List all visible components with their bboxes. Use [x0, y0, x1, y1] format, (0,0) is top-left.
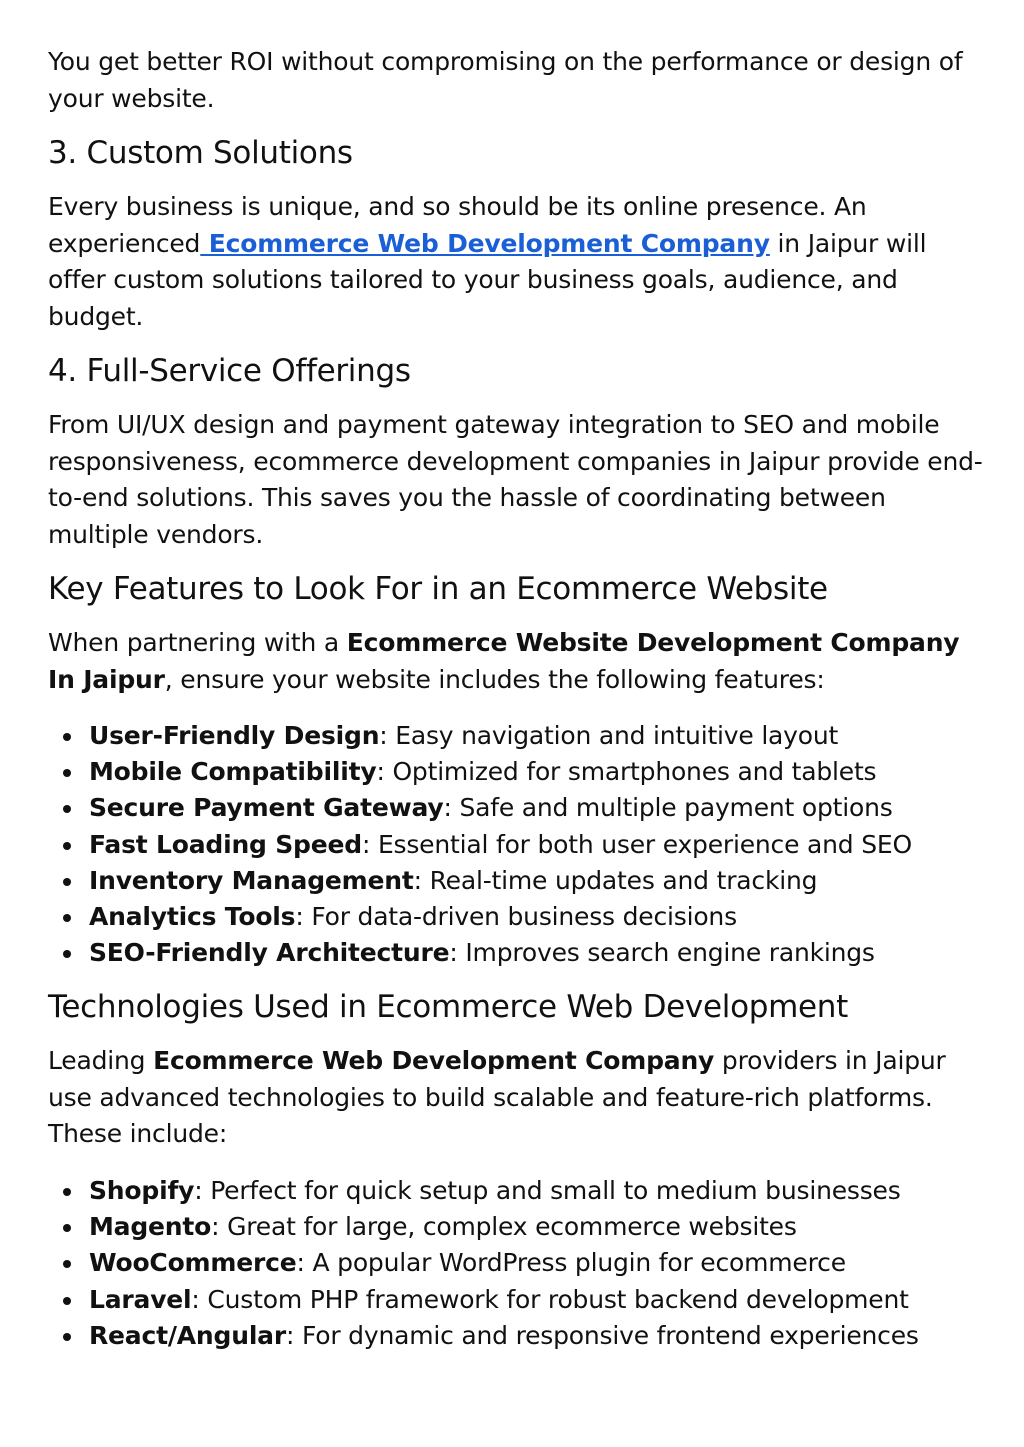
technologies-list: [48, 1173, 983, 1354]
intro-paragraph: You get better ROI without compromising on the performance or design of your website.: [48, 47, 963, 113]
technology-desc: : For dynamic and responsive frontend experiences: [286, 1320, 919, 1350]
feature-desc: : Improves search engine rankings: [449, 938, 875, 968]
technology-term: Shopify: [89, 1175, 195, 1205]
section-3-paragraph: [48, 189, 983, 335]
section-3-text-after: in Jaipur will offer custom solutions tailored to your business goals, audience, and budget.: [48, 228, 927, 331]
features-intro-after: , ensure your website includes the following features:: [164, 664, 825, 694]
technologies-intro-after: providers in Jaipur use advanced technologies to build scalable and feature-rich platforms. These include:: [48, 1046, 946, 1149]
technologies-intro-before: Leading: [48, 1046, 154, 1076]
ecommerce-company-link[interactable]: Ecommerce Web Development Company: [200, 228, 770, 258]
features-list: [48, 718, 983, 971]
feature-term: Inventory Management: [89, 865, 414, 895]
list-item: [48, 1282, 983, 1318]
feature-desc: : Essential for both user experience and SEO: [361, 829, 912, 859]
feature-desc: : For data-driven business decisions: [295, 902, 737, 932]
technology-term: React/Angular: [89, 1320, 286, 1350]
list-item: [48, 718, 983, 754]
features-intro-bold: Ecommerce Website Development Company In Jaipur: [48, 628, 960, 694]
feature-term: Secure Payment Gateway: [89, 793, 444, 823]
technology-desc: : A popular WordPress plugin for ecommerce: [296, 1248, 846, 1278]
section-4-paragraph: From UI/UX design and payment gateway integration to SEO and mobile responsiveness, ecommerce development companies in Jaipur provide end-to-end solutions. This saves you the hassle of coordinating between multiple vendors.: [48, 410, 983, 549]
feature-desc: : Optimized for smartphones and tablets: [376, 757, 877, 787]
list-item: [48, 790, 983, 826]
technology-term: Magento: [89, 1212, 212, 1242]
list-item: [48, 863, 983, 899]
features-intro: [48, 625, 983, 698]
feature-term: Analytics Tools: [89, 902, 296, 932]
section-4-heading: 4. Full-Service Offerings: [48, 353, 411, 389]
technologies-intro: [48, 1043, 983, 1153]
feature-term: Fast Loading Speed: [89, 829, 362, 859]
features-heading: Key Features to Look For in an Ecommerce Website: [48, 571, 828, 607]
section-3-heading: 3. Custom Solutions: [48, 135, 353, 171]
technology-desc: : Custom PHP framework for robust backend development: [191, 1284, 909, 1314]
technology-desc: : Great for large, complex ecommerce websites: [211, 1212, 797, 1242]
technology-term: Laravel: [89, 1284, 192, 1314]
list-item: [48, 1173, 983, 1209]
feature-term: User-Friendly Design: [89, 721, 380, 750]
feature-term: SEO-Friendly Architecture: [89, 938, 450, 968]
features-intro-before: When partnering with a: [48, 628, 347, 657]
feature-desc: : Easy navigation and intuitive layout: [379, 721, 839, 750]
technologies-heading: Technologies Used in Ecommerce Web Development: [48, 989, 848, 1026]
list-item: [48, 935, 983, 971]
section-3-text-before: Every business is unique, and so should be its online presence. An experienced: [48, 192, 867, 258]
document-page: [48, 44, 983, 1354]
technologies-intro-bold: Ecommerce Web Development Company: [153, 1046, 715, 1076]
list-item: [48, 899, 983, 935]
feature-desc: : Safe and multiple payment options: [443, 793, 893, 823]
list-item: [48, 1245, 983, 1281]
technology-term: WooCommerce: [89, 1248, 297, 1278]
technology-desc: : Perfect for quick setup and small to medium businesses: [194, 1175, 901, 1205]
feature-desc: : Real-time updates and tracking: [413, 865, 818, 895]
list-item: [48, 754, 983, 790]
list-item: [48, 827, 983, 863]
list-item: [48, 1209, 983, 1245]
list-item: [48, 1318, 983, 1354]
feature-term: Mobile Compatibility: [89, 757, 377, 787]
